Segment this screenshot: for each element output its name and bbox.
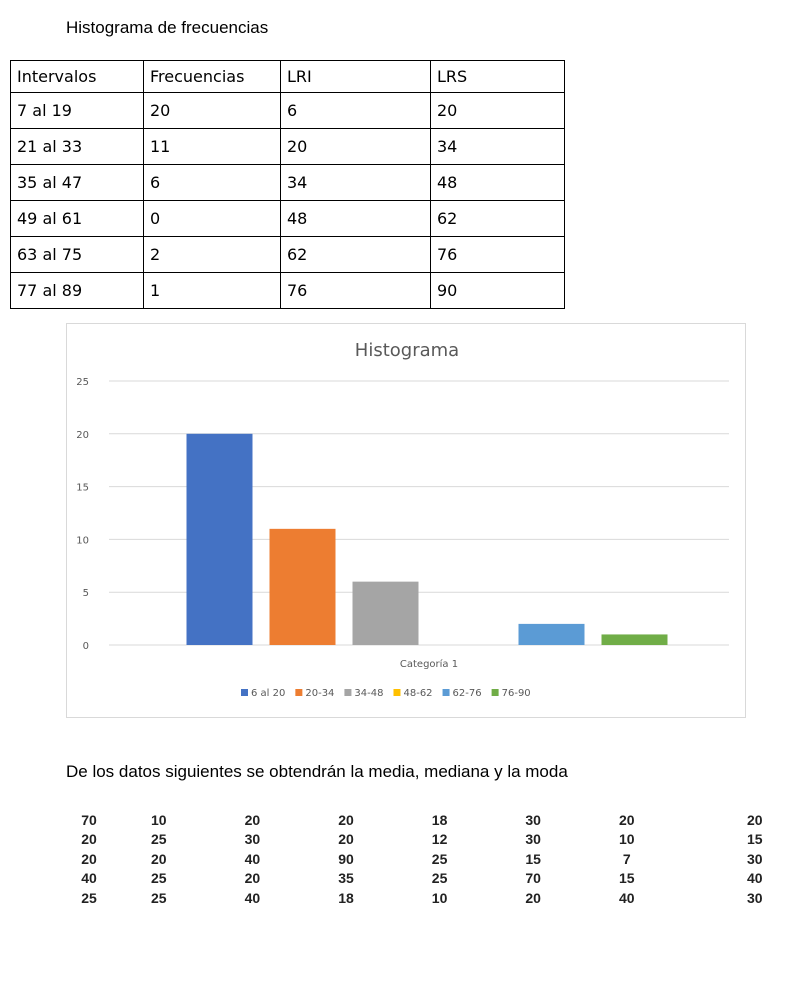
table-cell: 2 [144, 237, 281, 273]
data-values-row [66, 888, 764, 908]
data-value-cell: 18 [431, 811, 448, 828]
y-tick-label: 5 [82, 588, 89, 600]
data-value-cell: 25 [151, 831, 167, 848]
table-cell: 34 [281, 165, 431, 201]
data-value-cell: 40 [618, 889, 635, 906]
data-value-cell: 40 [746, 870, 763, 887]
data-value-cell: 30 [244, 831, 261, 848]
table-cell: 7 al 19 [11, 93, 144, 129]
table-cell: 48 [431, 165, 565, 201]
table-cell: 48 [281, 201, 431, 237]
data-value-cell: 30 [746, 850, 763, 867]
column-header: LRI [281, 61, 431, 93]
data-value-cell: 20 [244, 870, 261, 887]
table-cell: 62 [281, 237, 431, 273]
legend-label: 34-48 [354, 688, 384, 699]
data-value-cell: 40 [244, 850, 261, 867]
data-value-cell: 25 [431, 870, 448, 887]
table-cell: 20 [281, 129, 431, 165]
table-cell: 6 [144, 165, 281, 201]
data-values-grid [66, 810, 764, 908]
column-header: Intervalos [11, 61, 144, 93]
data-value-cell: 30 [746, 889, 763, 906]
data-value-cell: 10 [151, 811, 167, 828]
data-value-cell: 20 [525, 889, 541, 906]
table-cell: 34 [431, 129, 565, 165]
table-cell: 76 [281, 273, 431, 309]
bar-76-90 [602, 634, 668, 645]
data-value-cell: 30 [525, 831, 541, 848]
table-row [11, 273, 565, 309]
data-value-cell: 30 [525, 811, 541, 828]
table-row [11, 237, 565, 273]
data-values-row [66, 869, 764, 889]
data-value-cell: 12 [431, 831, 448, 848]
legend-swatch [443, 689, 450, 696]
data-value-cell: 90 [338, 850, 354, 867]
data-value-cell: 7 [622, 850, 631, 867]
data-values-row [66, 810, 764, 830]
legend-swatch [492, 689, 499, 696]
y-tick-label: 0 [82, 641, 89, 652]
data-value-cell: 25 [81, 889, 97, 906]
data-value-cell: 20 [338, 811, 354, 828]
table-cell: 11 [144, 129, 281, 165]
table-row [11, 129, 565, 165]
legend-swatch [241, 689, 248, 696]
table-row [11, 201, 565, 237]
table-cell: 1 [144, 273, 281, 309]
data-value-cell: 18 [338, 889, 354, 906]
y-tick-label: 10 [76, 535, 89, 547]
table-cell: 0 [144, 201, 281, 237]
document-title: Histograma de frecuencias [66, 18, 269, 37]
column-header: Frecuencias [144, 61, 281, 93]
legend-label: 48-62 [403, 688, 433, 699]
table-cell: 35 al 47 [11, 165, 144, 201]
data-value-cell: 15 [746, 831, 763, 848]
data-value-cell: 15 [618, 870, 635, 887]
data-value-cell: 40 [81, 870, 97, 887]
bar-34-48 [353, 582, 419, 645]
data-value-cell: 20 [338, 831, 354, 848]
legend-label: 76-90 [501, 688, 531, 699]
data-value-cell: 20 [618, 811, 635, 828]
frequency-table [10, 60, 565, 309]
table-row [11, 93, 565, 129]
column-header: LRS [431, 61, 565, 93]
table-cell: 49 al 61 [11, 201, 144, 237]
table-cell: 20 [431, 93, 565, 129]
table-row [11, 165, 565, 201]
legend-label: 6 al 20 [251, 688, 286, 699]
data-value-cell: 20 [746, 811, 763, 828]
chart-title: Histograma [354, 340, 460, 361]
data-value-cell: 70 [81, 811, 97, 828]
x-category-label: Categoría 1 [399, 659, 459, 670]
data-value-cell: 35 [338, 870, 354, 887]
data-value-cell: 10 [618, 831, 635, 848]
table-header-row [11, 61, 565, 93]
data-value-cell: 10 [431, 889, 448, 906]
histogram-chart [66, 323, 746, 718]
data-value-cell: 20 [151, 850, 167, 867]
data-value-cell: 20 [81, 831, 97, 848]
table-cell: 77 al 89 [11, 273, 144, 309]
data-value-cell: 20 [244, 811, 261, 828]
bar-6-al-20 [187, 434, 253, 645]
legend-swatch [393, 689, 400, 696]
y-tick-label: 20 [76, 429, 89, 441]
legend-swatch [295, 689, 302, 696]
table-cell: 20 [144, 93, 281, 129]
table-cell: 62 [431, 201, 565, 237]
legend-swatch [344, 689, 351, 696]
bar-62-76 [519, 624, 585, 645]
y-tick-label: 15 [76, 482, 89, 494]
legend-label: 20-34 [305, 688, 335, 699]
legend-label: 62-76 [452, 688, 482, 699]
data-values-row [66, 830, 764, 850]
data-value-cell: 70 [525, 870, 541, 887]
table-cell: 21 al 33 [11, 129, 144, 165]
bar-20-34 [270, 529, 336, 645]
data-value-cell: 25 [151, 870, 167, 887]
data-values-row [66, 849, 764, 869]
data-value-cell: 25 [151, 889, 167, 906]
table-cell: 6 [281, 93, 431, 129]
data-value-cell: 40 [244, 889, 261, 906]
data-value-cell: 15 [525, 850, 541, 867]
table-cell: 63 al 75 [11, 237, 144, 273]
data-value-cell: 25 [431, 850, 448, 867]
y-tick-label: 25 [76, 377, 89, 388]
chart-canvas [67, 324, 747, 719]
data-value-cell: 20 [81, 850, 97, 867]
section-title: De los datos siguientes se obtendrán la media, mediana y la moda [66, 762, 568, 781]
table-cell: 76 [431, 237, 565, 273]
table-cell: 90 [431, 273, 565, 309]
